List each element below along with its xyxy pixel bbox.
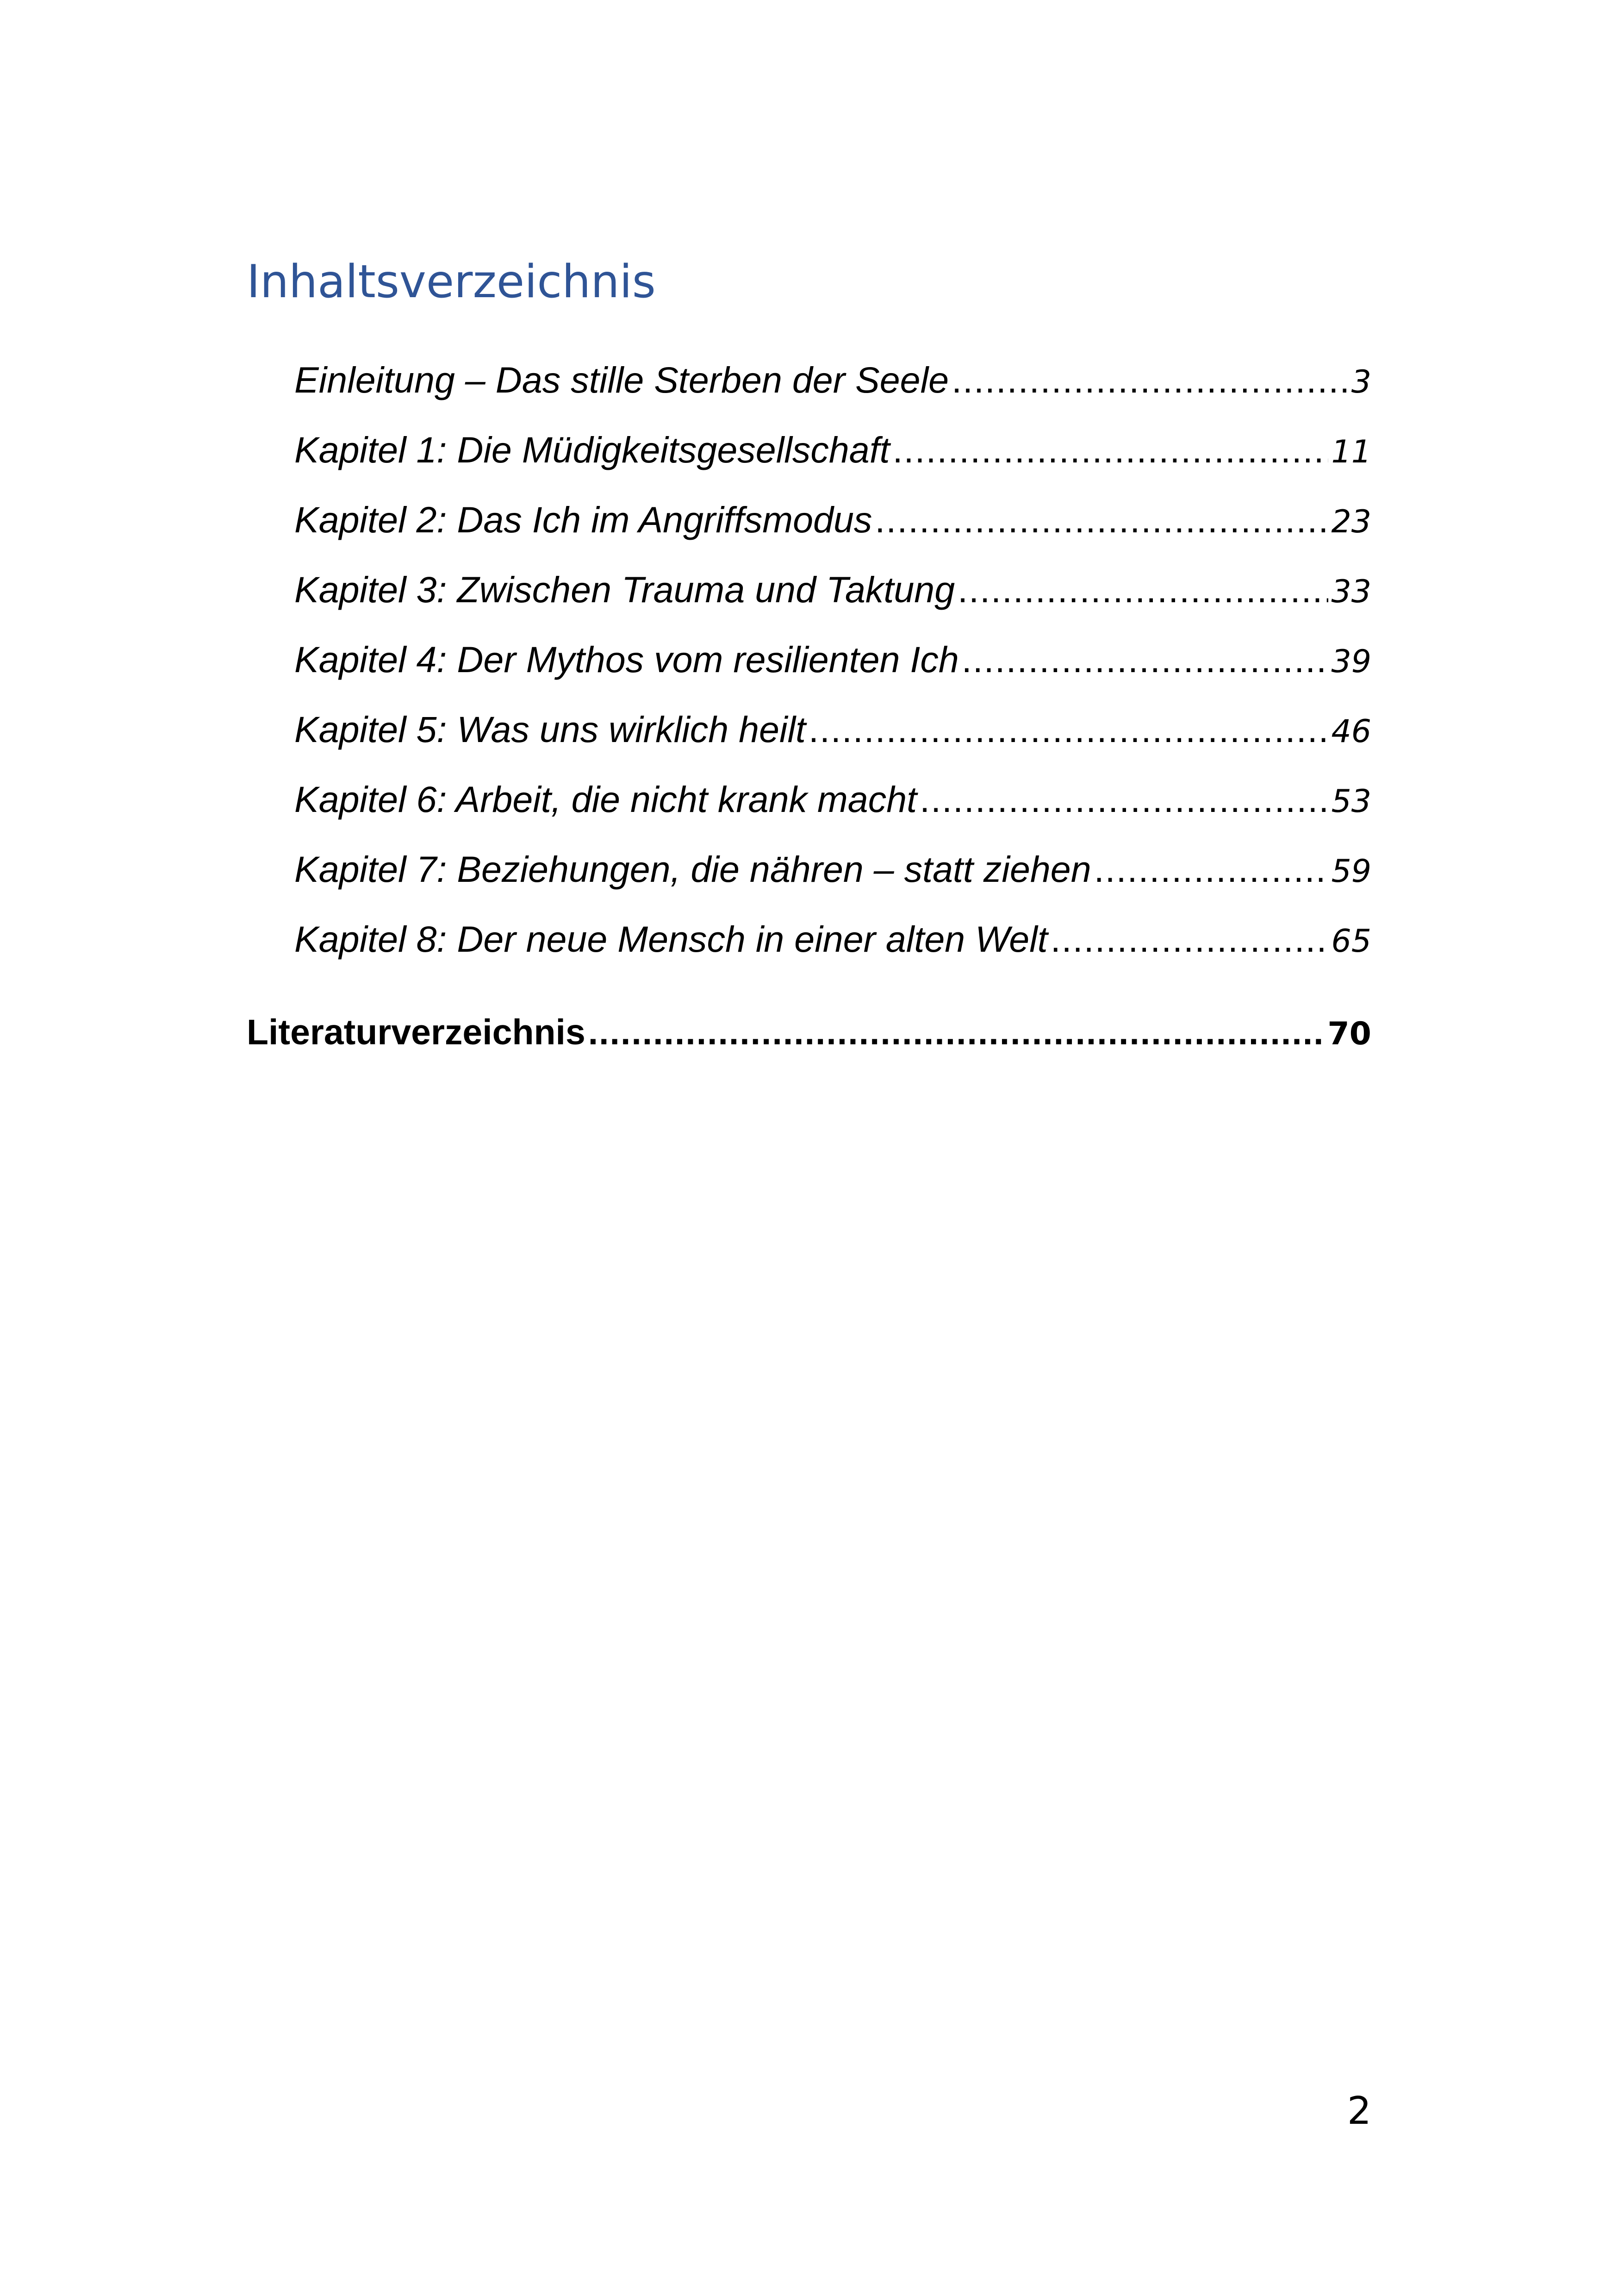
toc-entry[interactable] [294,499,1371,541]
page-number: 2 [1347,2089,1371,2133]
toc-leader-dots [958,568,1328,611]
toc-entry-label: Kapitel 7: Beziehungen, die nähren – statt ziehen [294,849,1091,890]
toc-entry-page: 39 [1331,643,1371,680]
toc-entry-label: Kapitel 2: Das Ich im Angriffsmodus [294,499,872,540]
toc-entry-page: 65 [1331,923,1371,960]
toc-entry-label: Kapitel 8: Der neue Mensch in einer alten Welt [294,918,1048,960]
toc-leader-dots [920,778,1328,821]
toc-leader-dots [809,708,1328,751]
toc-entry[interactable] [294,848,1371,891]
toc-entry-page: 59 [1331,853,1371,890]
toc-entry-label: Kapitel 4: Der Mythos vom resilienten Ich [294,639,959,680]
toc-entry-label: Kapitel 5: Was uns wirklich heilt [294,709,806,750]
toc-entry-page: 53 [1331,783,1371,820]
toc-entry-page: 70 [1327,1016,1371,1052]
toc-entry[interactable] [294,638,1371,681]
toc-entry-label: Literaturverzeichnis [247,1012,585,1052]
toc-entry[interactable] [294,708,1371,751]
toc-leader-dots [952,359,1349,401]
toc-entry[interactable] [294,778,1371,821]
toc-leader-dots [875,499,1328,541]
toc-leader-dots [1051,918,1329,961]
toc-entry-page: 33 [1331,574,1371,610]
toc-entry-label: Kapitel 3: Zwischen Trauma und Taktung [294,569,955,610]
toc-leader-dots [588,1012,1325,1053]
toc-heading: Inhaltsverzeichnis [247,256,656,308]
toc-leader-dots [1094,848,1329,891]
toc-entry-bibliography[interactable] [247,1012,1371,1053]
toc-entry-label: Einleitung – Das stille Sterben der Seele [294,359,949,400]
toc-entry-page: 11 [1331,434,1371,470]
toc-leader-dots [962,638,1329,681]
toc-entry-label: Kapitel 6: Arbeit, die nicht krank macht [294,779,917,820]
toc-entry[interactable] [294,568,1371,611]
toc-entry[interactable] [294,429,1371,471]
toc-list [0,0,1618,1111]
toc-entry-page: 46 [1331,713,1371,750]
toc-entry-page: 3 [1351,364,1371,400]
toc-entry-label: Kapitel 1: Die Müdigkeitsgesellschaft [294,429,890,470]
toc-entry-page: 23 [1331,504,1371,540]
toc-entry[interactable] [294,359,1371,401]
toc-leader-dots [893,429,1329,471]
toc-entry[interactable] [294,918,1371,961]
